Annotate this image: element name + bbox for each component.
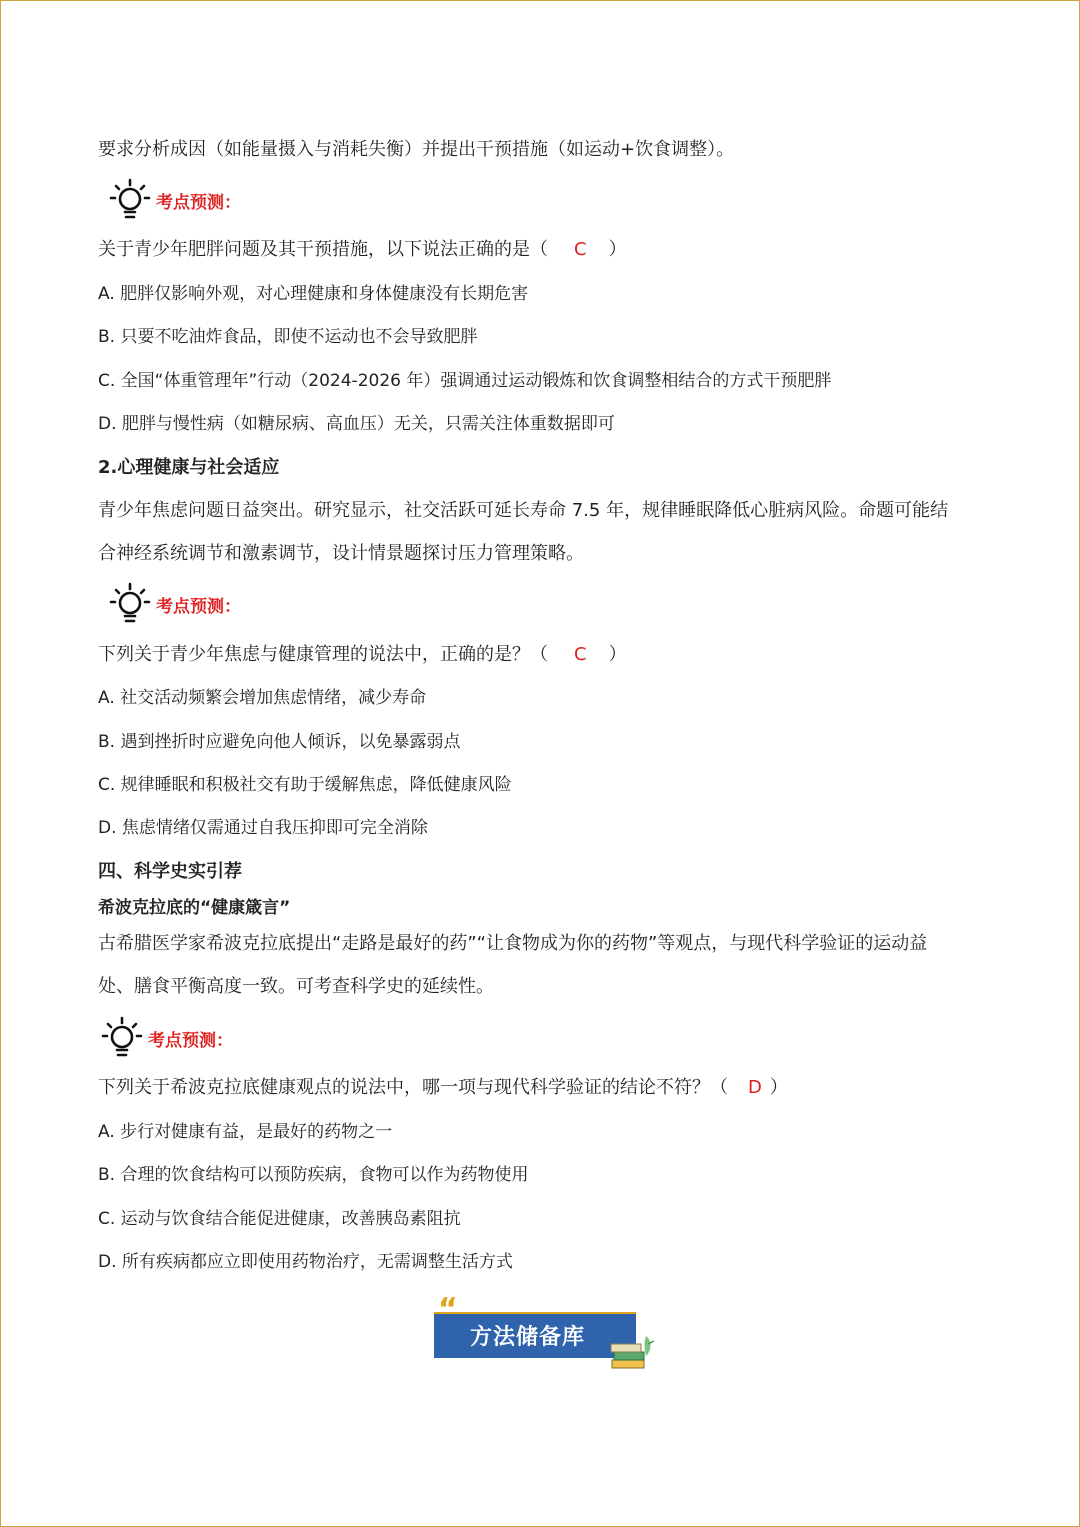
option-b: B. 遇到挫折时应避免向他人倾诉，以免暴露弱点 bbox=[98, 732, 461, 752]
section-tag: 考点预测： bbox=[148, 1030, 233, 1051]
option-a: A. 步行对健康有益，是最好的药物之一 bbox=[98, 1122, 393, 1142]
question-close: ） bbox=[769, 1077, 788, 1098]
option-d: D. 所有疾病都应立即使用药物治疗，无需调整生活方式 bbox=[98, 1252, 513, 1272]
question-3 bbox=[98, 1077, 788, 1099]
section-tag: 考点预测： bbox=[156, 192, 241, 213]
option-a: A. 社交活动频繁会增加焦虑情绪，减少寿命 bbox=[98, 688, 427, 708]
paragraph-line: 古希腊医学家希波克拉底提出“走路是最好的药”“让食物成为你的药物”等观点，与现代科学验证的运动益 bbox=[98, 933, 928, 954]
tip-header-3 bbox=[100, 1016, 233, 1060]
section-tag: 考点预测： bbox=[156, 596, 241, 617]
option-b: B. 只要不吃油炸食品，即使不运动也不会导致肥胖 bbox=[98, 327, 478, 347]
books-icon bbox=[608, 1330, 656, 1374]
question-2 bbox=[98, 644, 627, 666]
badge-label: 方法储备库 bbox=[470, 1325, 586, 1350]
answer-mark: C bbox=[574, 239, 587, 260]
option-b: B. 合理的饮食结构可以预防疾病，食物可以作为药物使用 bbox=[98, 1165, 529, 1185]
answer-mark: D bbox=[748, 1077, 762, 1098]
paragraph-line: 合神经系统调节和激素调节，设计情景题探讨压力管理策略。 bbox=[98, 543, 584, 564]
section-heading: 四、科学史实引荐 bbox=[98, 861, 242, 882]
question-close: ） bbox=[608, 644, 627, 665]
intro-paragraph: 要求分析成因（如能量摄入与消耗失衡）并提出干预措施（如运动+饮食调整）。 bbox=[98, 139, 735, 160]
question-1 bbox=[98, 239, 627, 261]
question-stem: 关于青少年肥胖问题及其干预措施，以下说法正确的是（ bbox=[98, 239, 548, 260]
lightbulb-icon bbox=[108, 178, 152, 222]
section-heading: 2.心理健康与社会适应 bbox=[98, 457, 280, 478]
option-c: C. 运动与饮食结合能促进健康，改善胰岛素阻抗 bbox=[98, 1209, 461, 1229]
question-stem: 下列关于青少年焦虑与健康管理的说法中，正确的是？（ bbox=[98, 644, 548, 665]
subheading: 希波克拉底的“健康箴言” bbox=[98, 898, 291, 918]
option-d: D. 肥胖与慢性病（如糖尿病、高血压）无关，只需关注体重数据即可 bbox=[98, 414, 615, 434]
quote-icon: “ bbox=[438, 1292, 458, 1327]
lightbulb-icon bbox=[108, 582, 152, 626]
question-stem: 下列关于希波克拉底健康观点的说法中，哪一项与现代科学验证的结论不符？（ bbox=[98, 1077, 728, 1098]
tip-header-2 bbox=[108, 582, 241, 626]
option-c: C. 规律睡眠和积极社交有助于缓解焦虑，降低健康风险 bbox=[98, 775, 512, 795]
method-library-badge bbox=[422, 1292, 662, 1380]
lightbulb-icon bbox=[100, 1016, 144, 1060]
option-c: C. 全国“体重管理年”行动（2024-2026 年）强调通过运动锻炼和饮食调整相结合的方式干预肥胖 bbox=[98, 371, 832, 391]
question-close: ） bbox=[608, 239, 627, 260]
option-a: A. 肥胖仅影响外观，对心理健康和身体健康没有长期危害 bbox=[98, 284, 529, 304]
answer-mark: C bbox=[574, 644, 587, 665]
option-d: D. 焦虑情绪仅需通过自我压抑即可完全消除 bbox=[98, 818, 428, 838]
tip-header-1 bbox=[108, 178, 241, 222]
paragraph-line: 处、膳食平衡高度一致。可考查科学史的延续性。 bbox=[98, 976, 494, 997]
paragraph-line: 青少年焦虑问题日益突出。研究显示，社交活跃可延长寿命 7.5 年，规律睡眠降低心脏病风险。命题可能结 bbox=[98, 500, 949, 521]
